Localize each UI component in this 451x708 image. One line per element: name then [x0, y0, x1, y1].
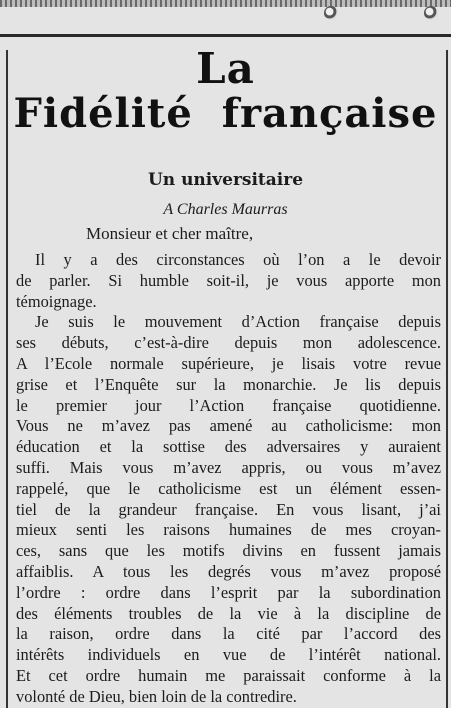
left-column-rule [6, 50, 8, 708]
text-line: le premier jour l’Action française quotidienne. [16, 395, 441, 415]
text-line: Il y a des circonstances où l’on a le devoir [35, 250, 441, 269]
ornament-icon [324, 6, 338, 20]
text-line: Et cet ordre humain me paraissait conforme à la [16, 665, 441, 685]
paragraph [16, 250, 441, 312]
text-line: volonté de Dieu, bien loin de la contredire. [16, 686, 297, 706]
text-line: Je suis le mouvement d’Action française depuis [35, 312, 441, 332]
article-body [16, 250, 441, 708]
text-line: intérêts individuels en vue de l’intérêt national. [16, 645, 441, 665]
text-line: témoignage. [16, 291, 97, 311]
text-line: grise et l’Enquête sur la monarchie. Je lis depuis [16, 374, 441, 394]
text-line: ces, sans que les motifs divins en fussent jamais [16, 541, 441, 561]
top-decorative-rule [0, 0, 451, 7]
text-line: affaiblis. A tous les degrés vous m’avez proposé [16, 561, 441, 581]
article-subtitle: Un universitaire [147, 170, 304, 190]
text-line: tiel de la grandeur française. En vous lisant, j’ai [16, 499, 441, 519]
text-line: la raison, ordre dans la cité par l’accord des [16, 624, 441, 644]
text-line: mieux senti les raisons humaines de mes croyan- [16, 520, 441, 540]
text-line: A l’Ecole normale supérieure, je lisais votre revue [16, 353, 441, 373]
ornament-icon [424, 6, 438, 20]
paragraph [16, 312, 441, 707]
text-line: Vous ne m’avez pas amené au catholicisme: mon [16, 416, 441, 436]
text-line: des éléments troubles de la vie à la discipline de [16, 603, 441, 623]
text-line: l’ordre : ordre dans l’esprit par la subordination [16, 582, 441, 602]
top-divider [0, 34, 451, 37]
article-dedication: A Charles Maurras [163, 201, 288, 218]
text-line: suffi. Mais vous m’avez appris, ou vous m’avez [16, 457, 441, 477]
text-line: éducation et la sottise des adversaires y auraient [16, 437, 441, 457]
text-line: ses débuts, c’est-à-dire depuis mon adolescence. [16, 333, 441, 353]
article-salutation: Monsieur et cher maître, [86, 224, 254, 243]
text-line: de parler. Si humble soit-il, je vous apporte mon [16, 270, 441, 290]
right-column-rule [446, 50, 448, 708]
headline-line-1: La [196, 44, 255, 93]
headline-line-2: Fidélité française [13, 90, 438, 137]
text-line: rappelé, que le catholicisme est un élément essen- [16, 478, 441, 498]
